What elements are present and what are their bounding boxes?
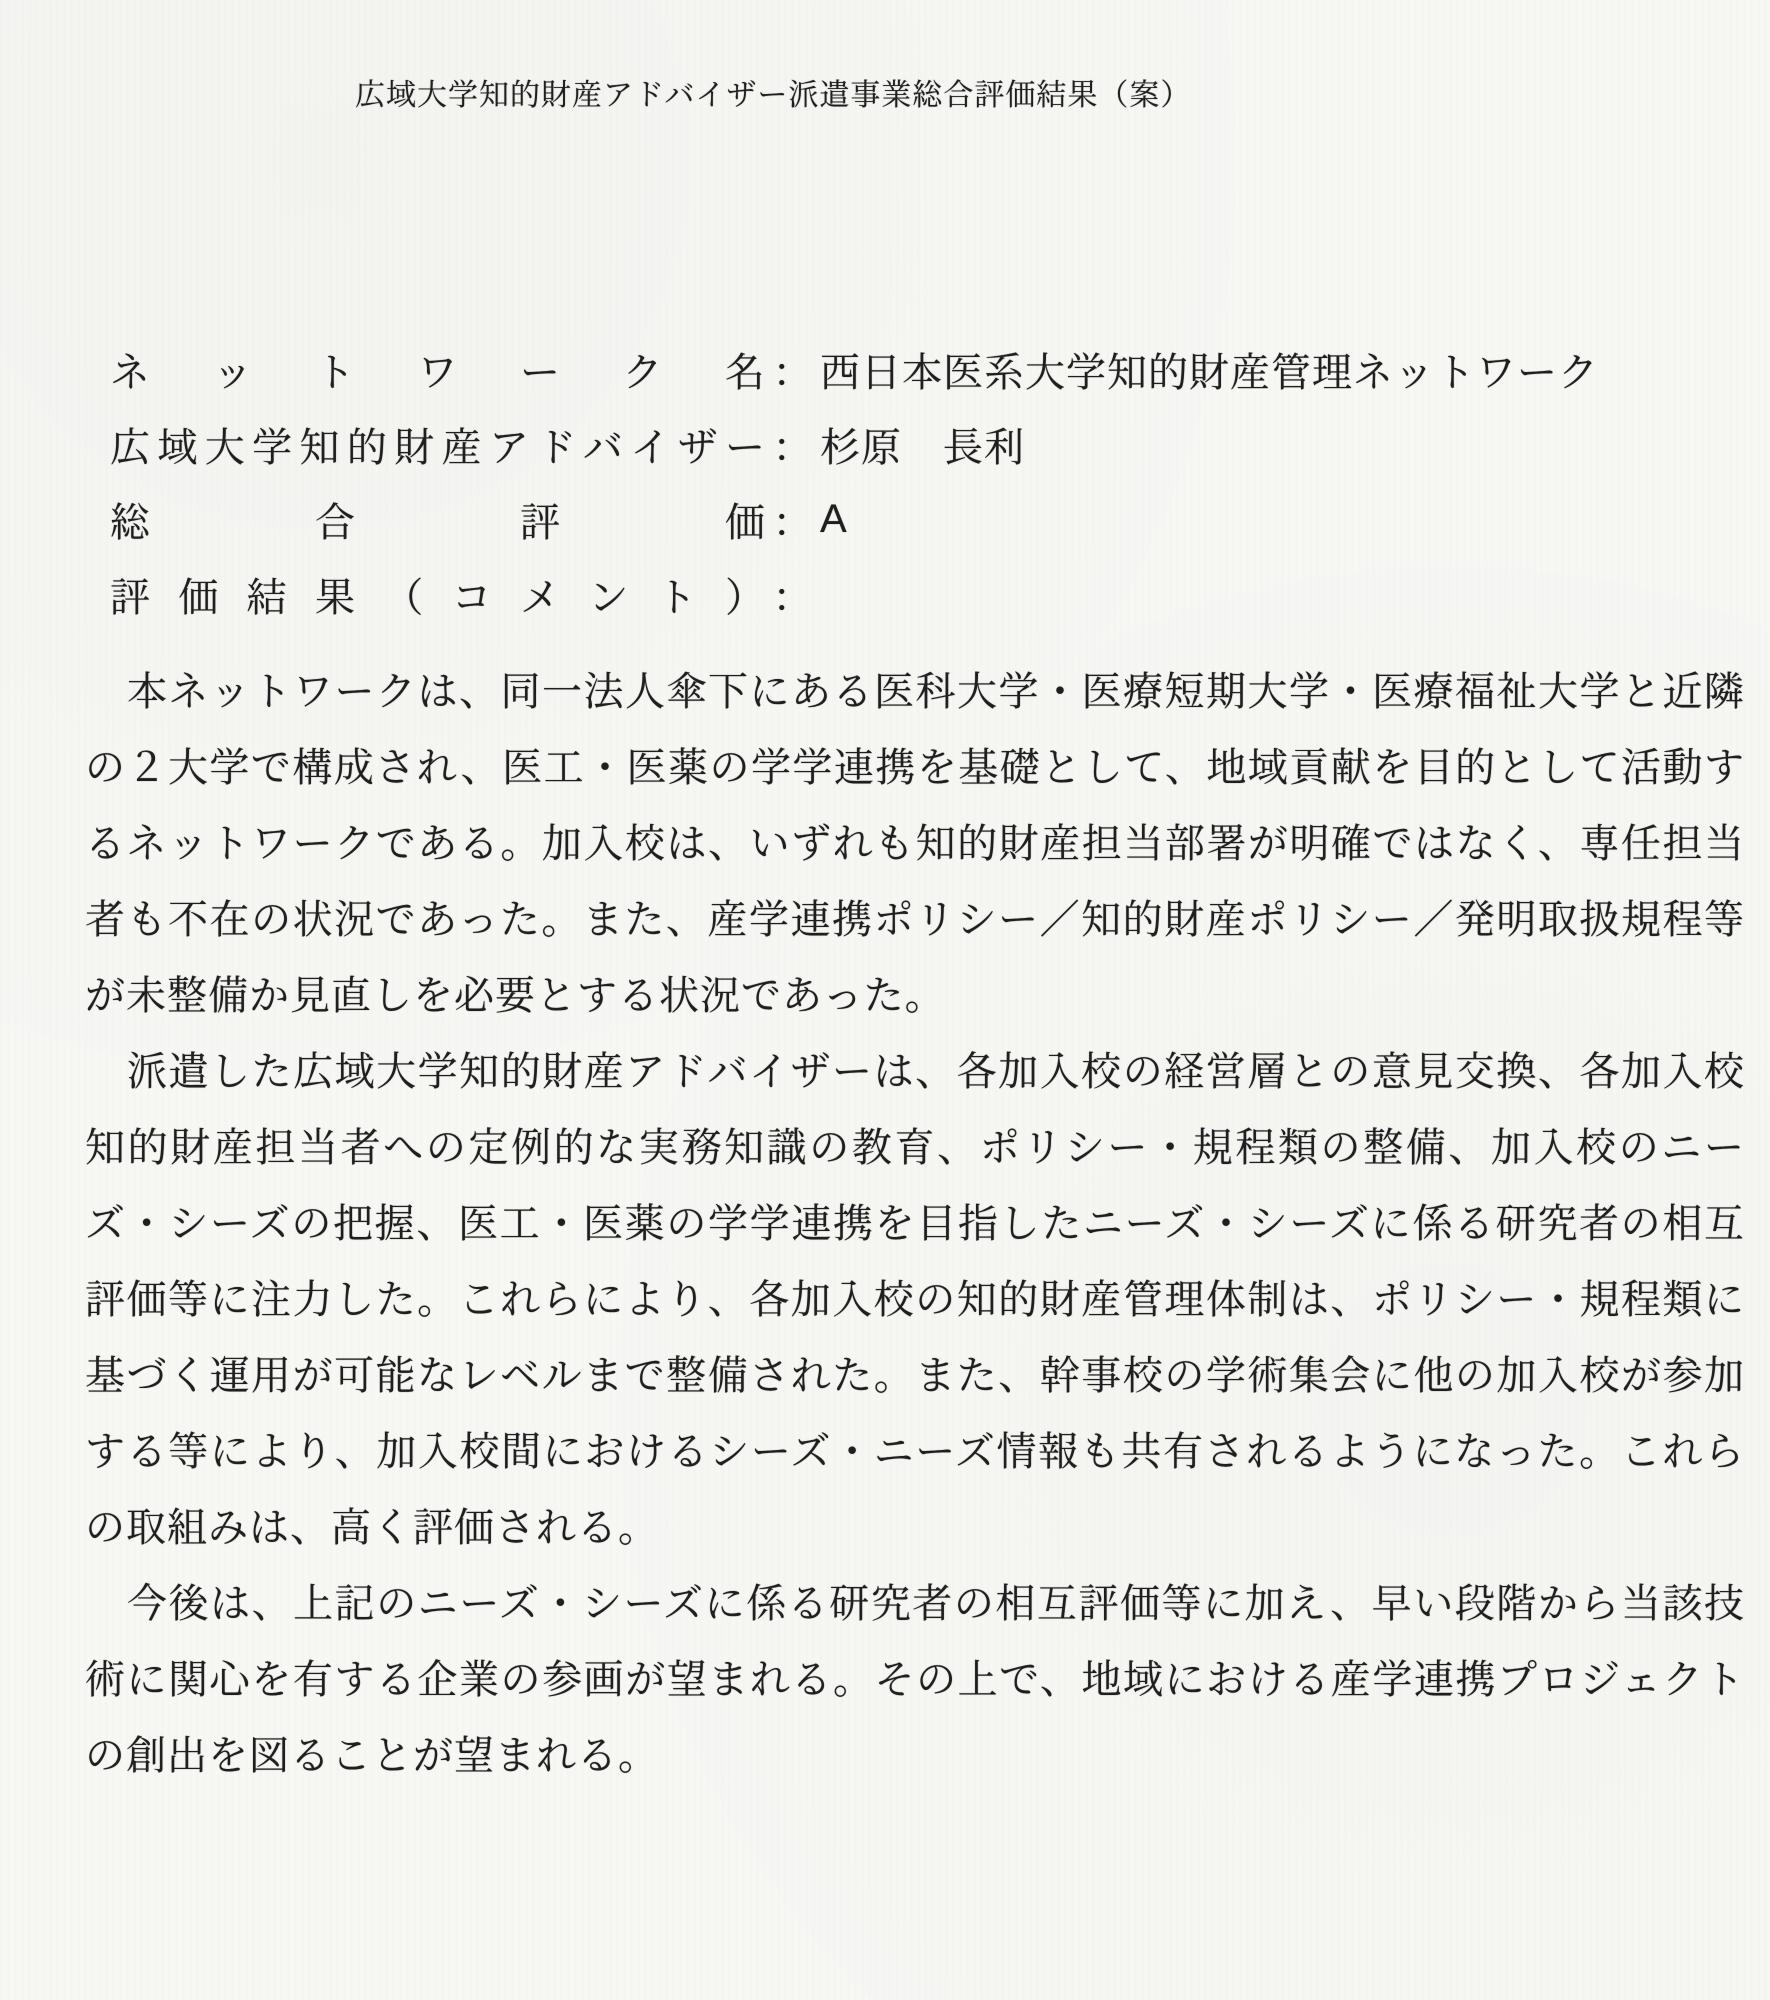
paragraph-advisor-activities: 派遣した広域大学知的財産アドバイザーは、各加入校の経営層との意見交換、各加入校知的財産担当者への定例的な実務知識の教育、ポリシー・規程類の整備、加入校のニーズ・シーズの把握、医工・医薬の学学連携を目指したニーズ・シーズに係る研究者の相互評価等に注力した。これらにより、各加入校の知的財産管理体制は、ポリシー・規程類に基づく運用が可能なレベルまで整備された。また、幹事校の学術集会に他の加入校が参加する等により、加入校間におけるシーズ・ニーズ情報も共有されるようになった。これらの取組みは、高く評価される。 [85, 1050, 1745, 1550]
field-overall-grade [110, 482, 1770, 557]
paragraph-network-overview: 本ネットワークは、同一法人傘下にある医科大学・医療短期大学・医療福祉大学と近隣の２大学で構成され、医工・医薬の学学連携を基礎として、地域貢献を目的として活動するネットワークである。加入校は、いずれも知的財産担当部署が明確ではなく、専任担当者も不在の状況であった。また、産学連携ポリシー／知的財産ポリシー／発明取扱規程等が未整備か見直しを必要とする状況であった。 [85, 670, 1745, 1018]
overall-grade-label: 総合評価 [110, 501, 765, 545]
network-name-value: 西日本医系大学知的財産管理ネットワーク [820, 351, 1599, 395]
field-comment-heading [110, 557, 1770, 632]
advisor-name-value: 杉原 長利 [820, 426, 1025, 470]
advisor-separator: ： [772, 426, 813, 470]
advisor-label: 広域大学知的財産アドバイザー [110, 426, 765, 470]
network-name-label: ネットワーク名 [110, 351, 765, 395]
header-fields [110, 332, 1770, 632]
overall-grade-separator: ： [772, 501, 813, 545]
field-advisor-name [110, 407, 1770, 482]
network-name-separator: ： [772, 351, 813, 395]
comment-heading-label: 評価結果（コメント） [110, 576, 765, 620]
field-network-name [110, 332, 1770, 407]
evaluation-comment-body [85, 654, 1745, 1794]
comment-heading-separator: ： [772, 576, 813, 620]
paragraph-future-outlook: 今後は、上記のニーズ・シーズに係る研究者の相互評価等に加え、早い段階から当該技術に関心を有する企業の参画が望まれる。その上で、地域における産学連携プロジェクトの創出を図ることが望まれる。 [85, 1582, 1745, 1778]
document-title: 広域大学知的財産アドバイザー派遣事業総合評価結果（案） [355, 79, 1192, 112]
overall-grade-value: A [820, 497, 848, 541]
